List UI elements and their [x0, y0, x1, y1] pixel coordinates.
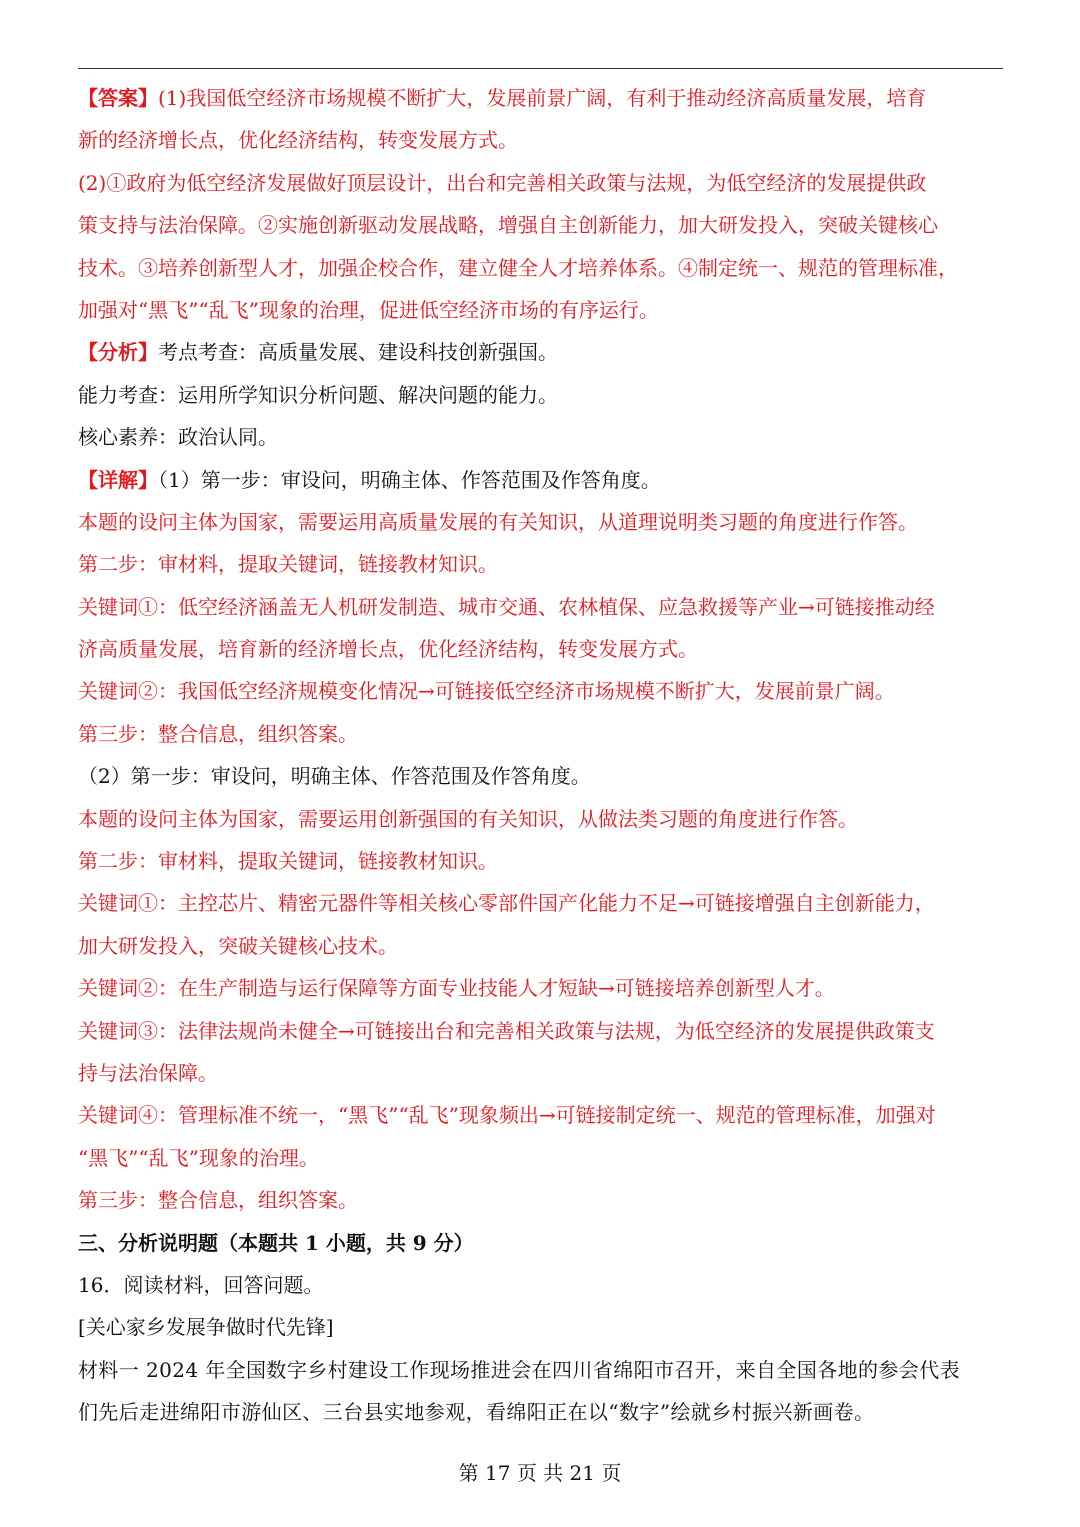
detail-line-15: 持与法治保障。 — [78, 1060, 218, 1085]
detail-line-9: 本题的设问主体为国家，需要运用创新强国的有关知识，从做法类习题的角度进行作答。 — [78, 806, 858, 831]
answer-line-4: 策支持与法治保障。②实施创新驱动发展战略，增强自主创新能力，加大研发投入，突破关键核心 — [78, 213, 938, 238]
answer-line-1 — [78, 77, 1003, 119]
detail-tag: 【详解】 — [78, 467, 158, 492]
answer-line-3: (2)①政府为低空经济发展做好顶层设计，出台和完善相关政策与法规，为低空经济的发展提供政 — [78, 170, 927, 195]
detail-line-11: 关键词①：主控芯片、精密元器件等相关核心零部件国产化能力不足→可链接增强自主创新能力， — [78, 891, 935, 916]
answer-tag: 【答案】 — [78, 86, 158, 110]
detail-line-8: （2）第一步：审设问，明确主体、作答范围及作答角度。 — [78, 764, 591, 789]
detail-line-3: 第二步：审材料，提取关键词，链接教材知识。 — [78, 552, 498, 577]
detail-line-2: 本题的设问主体为国家，需要运用高质量发展的有关知识，从道理说明类习题的角度进行作答。 — [78, 509, 918, 534]
section-heading: 三、分析说明题（本题共 1 小题，共 9 分） — [78, 1230, 474, 1255]
question-16: 16．阅读材料，回答问题。 — [78, 1272, 324, 1297]
answer-line-2: 新的经济增长点，优化经济结构，转变发展方式。 — [78, 128, 518, 153]
detail-line-1 — [78, 459, 1003, 501]
material-title: [关心家乡发展争做时代先锋] — [78, 1315, 334, 1340]
detail-text: （1）第一步：审设问，明确主体、作答范围及作答角度。 — [158, 467, 661, 492]
detail-line-14: 关键词③：法律法规尚未健全→可链接出台和完善相关政策与法规，为低空经济的发展提供政策支 — [78, 1018, 935, 1043]
analysis-line-1 — [78, 331, 1003, 373]
detail-line-10: 第二步：审材料，提取关键词，链接教材知识。 — [78, 849, 498, 874]
analysis-tag: 【分析】 — [78, 340, 158, 365]
analysis-line-3: 核心素养：政治认同。 — [78, 425, 278, 450]
page-content — [78, 77, 1003, 1434]
analysis-line-2: 能力考查：运用所学知识分析问题、解决问题的能力。 — [78, 382, 558, 407]
answer-text: (1)我国低空经济市场规模不断扩大，发展前景广阔，有利于推动经济高质量发展，培育 — [158, 86, 927, 110]
detail-line-12: 加大研发投入，突破关键核心技术。 — [78, 933, 398, 958]
detail-line-17: “黑飞”“乱飞”现象的治理。 — [78, 1145, 319, 1170]
answer-line-6: 加强对“黑飞”“乱飞”现象的治理，促进低空经济市场的有序运行。 — [78, 297, 659, 322]
material-1-line-2: 们先后走进绵阳市游仙区、三台县实地参观，看绵阳正在以“数字”绘就乡村振兴新画卷。 — [78, 1400, 875, 1425]
detail-line-7: 第三步：整合信息，组织答案。 — [78, 721, 358, 746]
answer-line-5: 技术。③培养创新型人才，加强企校合作，建立健全人才培养体系。④制定统一、规范的管理标准， — [78, 255, 958, 280]
analysis-text: 考点考查：高质量发展、建设科技创新强国。 — [158, 340, 558, 365]
detail-line-4: 关键词①：低空经济涵盖无人机研发制造、城市交通、农林植保、应急救援等产业→可链接推动经 — [78, 594, 935, 619]
detail-line-6: 关键词②：我国低空经济规模变化情况→可链接低空经济市场规模不断扩大，发展前景广阔。 — [78, 679, 895, 704]
detail-line-5: 济高质量发展，培育新的经济增长点，优化经济结构，转变发展方式。 — [78, 637, 698, 662]
detail-line-18: 第三步：整合信息，组织答案。 — [78, 1188, 358, 1213]
header-rule — [78, 68, 1003, 69]
detail-line-16: 关键词④：管理标准不统一，“黑飞”“乱飞”现象频出→可链接制定统一、规范的管理标准，加强对 — [78, 1103, 936, 1128]
detail-line-13: 关键词②：在生产制造与运行保障等方面专业技能人才短缺→可链接培养创新型人才。 — [78, 976, 835, 1001]
material-1-line-1: 材料一 2024 年全国数字乡村建设工作现场推进会在四川省绵阳市召开，来自全国各地的参会代表 — [78, 1357, 961, 1382]
page-number: 第 17 页 共 21 页 — [458, 1461, 622, 1485]
